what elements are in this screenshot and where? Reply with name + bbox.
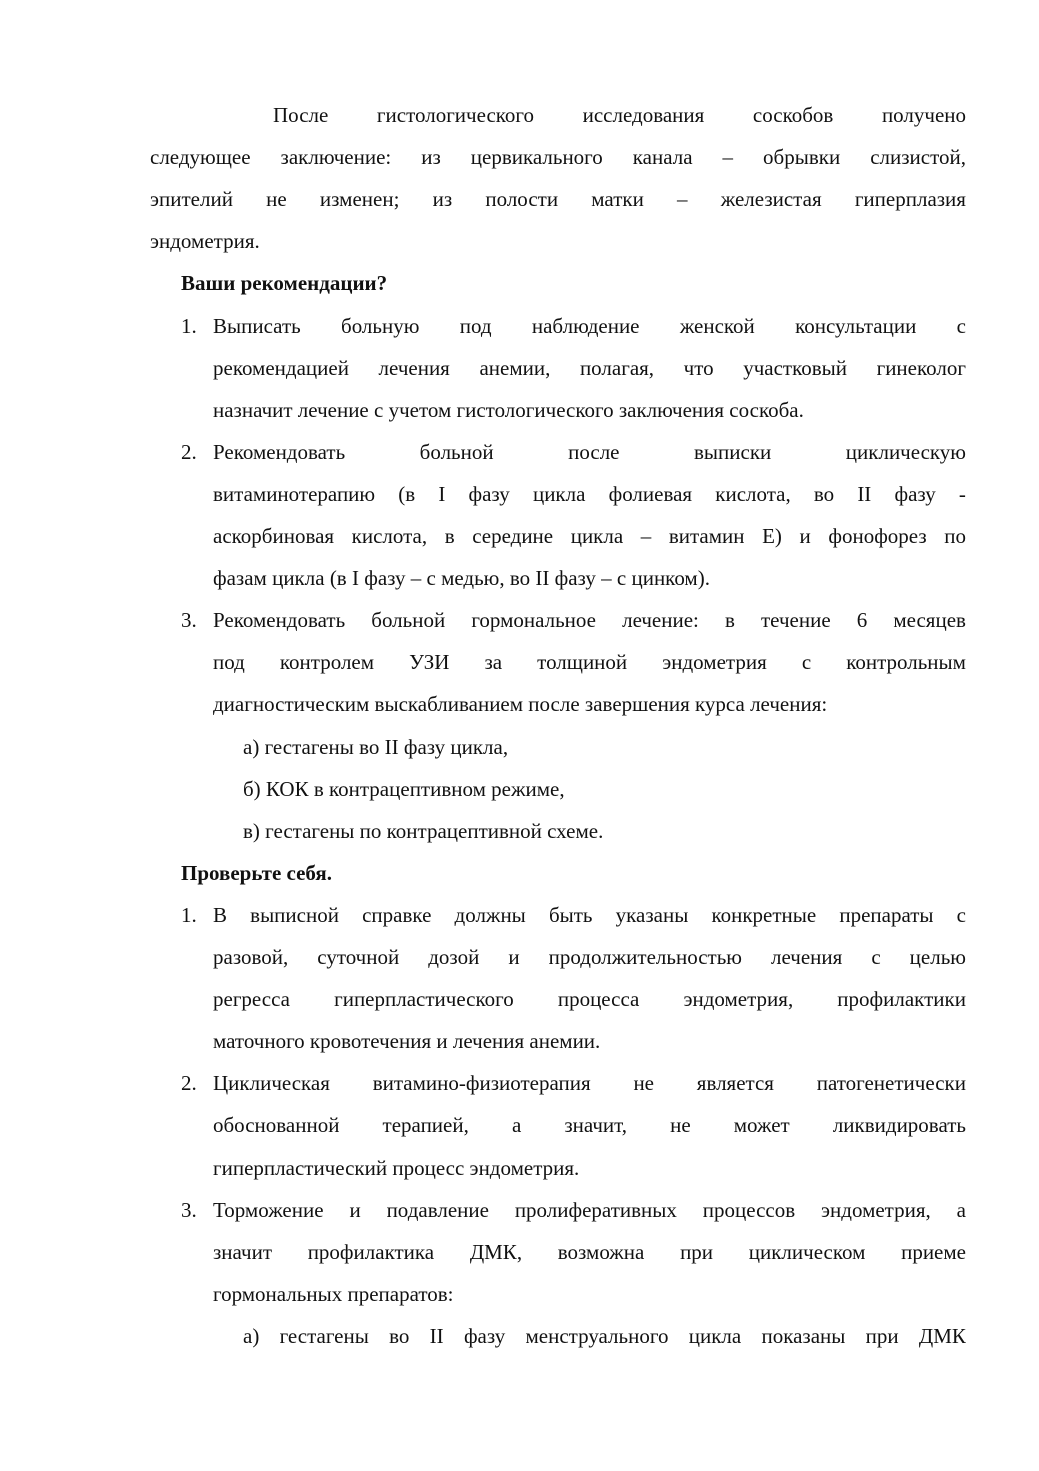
- word: кислота,: [715, 482, 791, 506]
- check-line: маточного кровотечения и лечения анемии.: [213, 1029, 601, 1053]
- recommendation-line: [213, 523, 966, 549]
- word: Выписать: [213, 314, 301, 338]
- word: месяцев: [893, 608, 966, 632]
- word: эндометрия: [662, 650, 767, 674]
- check-line: [213, 1197, 966, 1223]
- word: не: [670, 1113, 691, 1137]
- word: во: [813, 482, 835, 506]
- word: приеме: [901, 1240, 966, 1264]
- recommendation-subitem: в) гестагены по контрацептивной схеме.: [243, 819, 604, 843]
- word: терапией,: [382, 1113, 469, 1137]
- word: заключение:: [280, 145, 392, 169]
- word: гиперплазия: [854, 187, 966, 211]
- word: и: [349, 1198, 361, 1222]
- word: гистологического: [376, 103, 535, 127]
- word: участковый: [743, 356, 847, 380]
- word: при: [865, 1324, 899, 1348]
- word: возможна: [557, 1240, 645, 1264]
- intro-line: [150, 144, 966, 170]
- intro-line: [273, 102, 966, 128]
- word: за: [484, 650, 503, 674]
- word: матки: [591, 187, 644, 211]
- word: а): [243, 1324, 260, 1348]
- word: фазу: [468, 482, 510, 506]
- word: УЗИ: [409, 650, 450, 674]
- word: ДМК: [918, 1324, 966, 1348]
- word: консультации: [795, 314, 917, 338]
- word: исследования: [582, 103, 705, 127]
- check-line: [213, 902, 966, 928]
- word: выписной: [250, 903, 339, 927]
- word: разовой,: [213, 945, 289, 969]
- word: гиперпластического: [334, 987, 514, 1011]
- word: соскобов: [752, 103, 834, 127]
- word: течение: [761, 608, 831, 632]
- word: Е): [762, 524, 782, 548]
- check-subitem: [243, 1323, 966, 1349]
- word: -: [958, 482, 966, 506]
- recommendations-heading: Ваши рекомендации?: [181, 271, 388, 295]
- check-line: гиперпластический процесс эндометрия.: [213, 1156, 580, 1180]
- word: значит: [213, 1240, 272, 1264]
- word: цервикального: [470, 145, 603, 169]
- word: Торможение: [213, 1198, 324, 1222]
- word: дозой: [428, 945, 480, 969]
- word: что: [683, 356, 714, 380]
- word: циклическом: [748, 1240, 866, 1264]
- word: больной: [371, 608, 446, 632]
- word: кислота,: [351, 524, 428, 548]
- word: продолжительностью: [548, 945, 742, 969]
- word: препараты: [839, 903, 934, 927]
- word: из: [432, 187, 453, 211]
- word: суточной: [317, 945, 400, 969]
- word: значит,: [564, 1113, 628, 1137]
- word: женской: [679, 314, 755, 338]
- word: под: [213, 650, 245, 674]
- word: –: [677, 187, 688, 211]
- word: справке: [362, 903, 432, 927]
- word: цикла: [688, 1324, 742, 1348]
- word: указаны: [615, 903, 689, 927]
- check-line: гормональных препаратов:: [213, 1282, 454, 1306]
- word: лечения: [378, 356, 450, 380]
- list-number: 2.: [181, 440, 197, 464]
- word: под: [459, 314, 492, 338]
- word: канала: [632, 145, 693, 169]
- word: витамино-физиотерапия: [372, 1071, 591, 1095]
- word: целью: [909, 945, 966, 969]
- word: процессов: [702, 1198, 796, 1222]
- recommendation-line: [213, 355, 966, 381]
- word: патогенетически: [816, 1071, 966, 1095]
- word: II: [857, 482, 872, 506]
- word: Рекомендовать: [213, 608, 346, 632]
- recommendation-line: фазам цикла (в I фазу – с медью, во II фазу – с цинком).: [213, 566, 710, 590]
- check-line: [213, 944, 966, 970]
- list-number: 1.: [181, 314, 197, 338]
- word: фазу: [894, 482, 936, 506]
- list-number: 3.: [181, 608, 197, 632]
- check-line: [213, 1112, 966, 1138]
- list-number: 2.: [181, 1071, 197, 1095]
- word: После: [273, 103, 329, 127]
- word: наблюдение: [531, 314, 640, 338]
- word: регресса: [213, 987, 290, 1011]
- word: Рекомендовать: [213, 440, 346, 464]
- check-line: [213, 1070, 966, 1096]
- word: контрольным: [846, 650, 966, 674]
- word: В: [213, 903, 228, 927]
- word: полости: [485, 187, 559, 211]
- word: быть: [548, 903, 593, 927]
- word: профилактики: [837, 987, 966, 1011]
- word: гормональное: [471, 608, 596, 632]
- word: гестагены: [279, 1324, 369, 1348]
- word: середине: [472, 524, 554, 548]
- word: Циклическая: [213, 1071, 330, 1095]
- word: является: [696, 1071, 774, 1095]
- word: после: [568, 440, 620, 464]
- word: не: [633, 1071, 654, 1095]
- recommendation-line: [213, 481, 966, 507]
- word: обрывки: [763, 145, 841, 169]
- word: из: [421, 145, 441, 169]
- word: и: [508, 945, 520, 969]
- word: конкретные: [711, 903, 817, 927]
- word: II: [429, 1324, 444, 1348]
- word: процесса: [557, 987, 640, 1011]
- recommendation-line: [213, 649, 966, 675]
- word: подавление: [386, 1198, 489, 1222]
- word: обоснованной: [213, 1113, 340, 1137]
- word: рекомендацией: [213, 356, 349, 380]
- check-line: [213, 1239, 966, 1265]
- word: получено: [881, 103, 966, 127]
- word: I: [438, 482, 446, 506]
- word: фонофорез: [828, 524, 927, 548]
- word: а: [511, 1113, 522, 1137]
- word: цикла: [570, 524, 624, 548]
- word: изменен;: [319, 187, 400, 211]
- word: полагая,: [579, 356, 655, 380]
- recommendation-subitem: б) КОК в контрацептивном режиме,: [243, 777, 565, 801]
- word: с: [956, 314, 966, 338]
- word: эндометрия,: [821, 1198, 931, 1222]
- word: во: [389, 1324, 410, 1348]
- word: витамин: [668, 524, 745, 548]
- word: может: [733, 1113, 790, 1137]
- word: фолиевая: [608, 482, 693, 506]
- word: в: [724, 608, 735, 632]
- list-number: 1.: [181, 903, 197, 927]
- word: профилактика: [307, 1240, 435, 1264]
- word: а: [956, 1198, 966, 1222]
- word: с: [871, 945, 881, 969]
- word: –: [722, 145, 734, 169]
- word: гинеколог: [876, 356, 966, 380]
- word: слизистой,: [870, 145, 966, 169]
- word: выписки: [694, 440, 772, 464]
- word: –: [640, 524, 652, 548]
- word: ДМК,: [469, 1240, 523, 1264]
- recommendation-line: [213, 313, 966, 339]
- check-heading: Проверьте себя.: [181, 861, 333, 885]
- intro-line: [150, 186, 966, 212]
- word: должны: [454, 903, 526, 927]
- word: с: [801, 650, 812, 674]
- word: железистая: [720, 187, 822, 211]
- recommendation-line: [213, 439, 966, 465]
- recommendation-subitem: а) гестагены во II фазу цикла,: [243, 735, 509, 759]
- word: при: [680, 1240, 714, 1264]
- word: анемии,: [479, 356, 551, 380]
- word: по: [944, 524, 966, 548]
- recommendation-line: назначит лечение с учетом гистологического заключения соскоба.: [213, 398, 804, 422]
- word: не: [266, 187, 287, 211]
- word: лечение:: [622, 608, 699, 632]
- word: 6: [856, 608, 868, 632]
- word: аскорбиновая: [213, 524, 335, 548]
- word: цикла: [532, 482, 586, 506]
- check-line: [213, 986, 966, 1012]
- word: эндометрия,: [683, 987, 794, 1011]
- word: толщиной: [537, 650, 628, 674]
- intro-line: эндометрия.: [150, 229, 260, 253]
- word: и: [799, 524, 811, 548]
- list-number: 3.: [181, 1198, 197, 1222]
- word: следующее: [150, 145, 251, 169]
- word: в: [444, 524, 455, 548]
- word: (в: [398, 482, 416, 506]
- word: циклическую: [845, 440, 966, 464]
- word: больной: [419, 440, 494, 464]
- word: пролиферативных: [514, 1198, 677, 1222]
- word: с: [956, 903, 966, 927]
- word: фазу: [463, 1324, 506, 1348]
- word: показаны: [761, 1324, 846, 1348]
- recommendation-line: диагностическим выскабливанием после завершения курса лечения:: [213, 692, 828, 716]
- word: менструального: [525, 1324, 669, 1348]
- word: лечения: [771, 945, 843, 969]
- word: эпителий: [150, 187, 233, 211]
- word: контролем: [279, 650, 375, 674]
- word: больную: [341, 314, 420, 338]
- word: витаминотерапию: [213, 482, 376, 506]
- word: ликвидировать: [832, 1113, 966, 1137]
- recommendation-line: [213, 607, 966, 633]
